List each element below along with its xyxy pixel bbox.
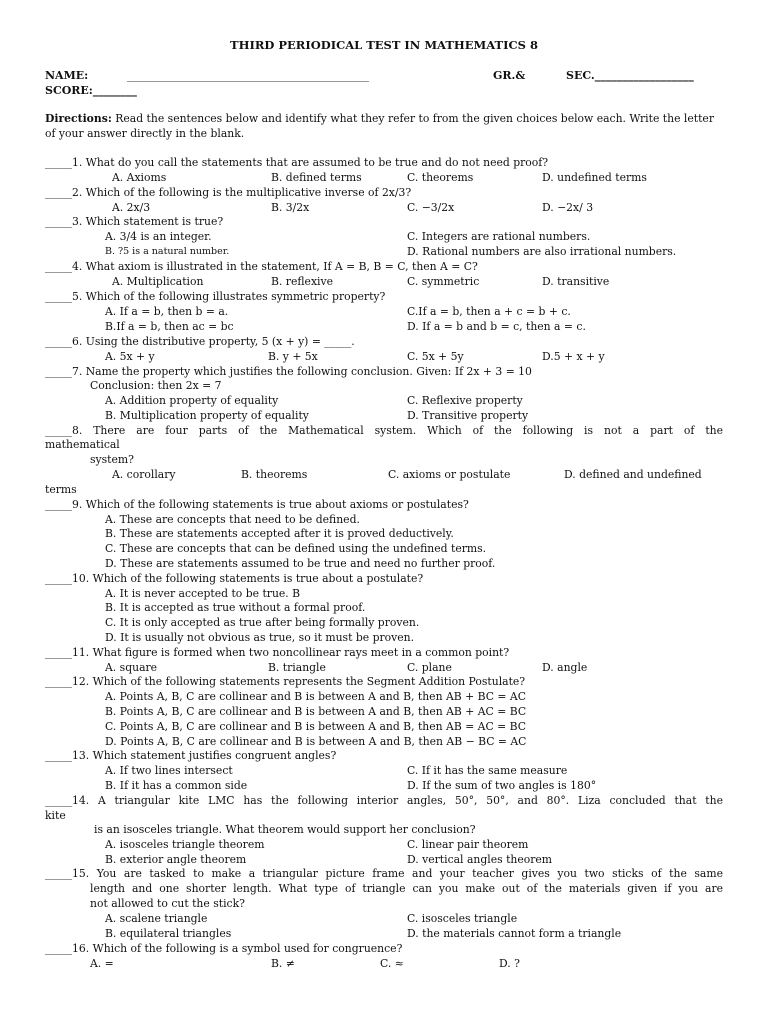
q9-option-a[interactable]: A. These are concepts that need to be defined. xyxy=(105,513,360,526)
section-field[interactable]: SEC.__________________ xyxy=(566,69,694,82)
question-8-cont-2: system? xyxy=(90,453,134,466)
q2-option-a[interactable]: A. 2x/3 xyxy=(112,201,151,214)
q3-option-d[interactable]: D. Rational numbers are also irrational numbers. xyxy=(407,245,677,258)
question-13[interactable]: _____13. Which statement justifies congruent angles? xyxy=(45,749,337,762)
question-10[interactable]: _____10. Which of the following statements is true about a postulate? xyxy=(45,572,424,585)
q1-option-d[interactable]: D. undefined terms xyxy=(542,171,647,184)
q13-option-b[interactable]: B. If it has a common side xyxy=(105,779,248,792)
q1-option-b[interactable]: B. defined terms xyxy=(271,171,362,184)
question-8[interactable]: _____8. There are four parts of the Mathematical system. Which of the following is not a part of the xyxy=(45,424,723,437)
q14-option-b[interactable]: B. exterior angle theorem xyxy=(105,853,247,866)
q13-option-d[interactable]: D. If the sum of two angles is 180° xyxy=(407,779,597,792)
q11-option-b[interactable]: B. triangle xyxy=(268,661,326,674)
q10-option-b[interactable]: B. It is accepted as true without a formal proof. xyxy=(105,601,366,614)
q1-option-a[interactable]: A. Axioms xyxy=(112,171,167,184)
question-6[interactable]: _____6. Using the distributive property, 5 (x + y) = _____. xyxy=(45,335,355,348)
q6-option-a[interactable]: A. 5x + y xyxy=(105,350,155,363)
q14-option-d[interactable]: D. vertical angles theorem xyxy=(407,853,553,866)
question-7-conclusion: Conclusion: then 2x = 7 xyxy=(90,379,222,392)
name-label: NAME: xyxy=(45,69,89,82)
q14-option-c[interactable]: C. linear pair theorem xyxy=(407,838,529,851)
q16-option-a[interactable]: A. = xyxy=(90,957,114,970)
q9-option-d[interactable]: D. These are statements assumed to be true and need no further proof. xyxy=(105,557,496,570)
question-15-cont-2: not allowed to cut the stick? xyxy=(90,897,245,910)
question-16[interactable]: _____16. Which of the following is a symbol used for congruence? xyxy=(45,942,403,955)
q8-option-b[interactable]: B. theorems xyxy=(241,468,308,481)
question-5[interactable]: _____5. Which of the following illustrates symmetric property? xyxy=(45,290,386,303)
question-12[interactable]: _____12. Which of the following statements represents the Segment Addition Postulate? xyxy=(45,675,526,688)
q11-option-c[interactable]: C. plane xyxy=(407,661,452,674)
q12-option-b[interactable]: B. Points A, B, C are collinear and B is between A and B, then AB + AC = BC xyxy=(105,705,527,718)
q2-option-b[interactable]: B. 3/2x xyxy=(271,201,310,214)
question-9[interactable]: _____9. Which of the following statements is true about axioms or postulates? xyxy=(45,498,469,511)
directions-text: Read the sentences below and identify what they refer to from the given choices below each. Write the letter of your answer directly in the blank. xyxy=(45,112,714,140)
q3-option-c[interactable]: C. Integers are rational numbers. xyxy=(407,230,591,243)
q3-option-a[interactable]: A. 3/4 is an integer. xyxy=(105,230,212,243)
grade-label: GR.& xyxy=(493,69,526,82)
q5-option-d[interactable]: D. If a = b and b = c, then a = c. xyxy=(407,320,586,333)
question-15-cont: length and one shorter length. What type of triangle can you make out of the materials given if you are xyxy=(90,882,723,895)
question-14-cont-2: is an isosceles triangle. What theorem would support her conclusion? xyxy=(94,823,476,836)
q11-option-d[interactable]: D. angle xyxy=(542,661,588,674)
score-field[interactable]: SCORE:________ xyxy=(45,84,137,97)
question-3[interactable]: _____3. Which statement is true? xyxy=(45,215,224,228)
question-2[interactable]: _____2. Which of the following is the multiplicative inverse of 2x/3? xyxy=(45,186,412,199)
directions-label: Directions: xyxy=(45,112,112,125)
question-14[interactable]: _____14. A triangular kite LMC has the following interior angles, 50°, 50°, and 80°. Liza concluded that the xyxy=(45,794,723,807)
q9-option-c[interactable]: C. These are concepts that can be defined using the undefined terms. xyxy=(105,542,487,555)
question-14-cont: kite xyxy=(45,809,66,822)
q16-option-d[interactable]: D. ? xyxy=(499,957,520,970)
question-4[interactable]: _____4. What axiom is illustrated in the statement, If A = B, B = C, then A = C? xyxy=(45,260,478,273)
q13-option-a[interactable]: A. If two lines intersect xyxy=(105,764,233,777)
q14-option-a[interactable]: A. isosceles triangle theorem xyxy=(105,838,265,851)
q10-option-c[interactable]: C. It is only accepted as true after being formally proven. xyxy=(105,616,420,629)
page-title: THIRD PERIODICAL TEST IN MATHEMATICS 8 xyxy=(230,38,538,52)
q7-option-c[interactable]: C. Reflexive property xyxy=(407,394,523,407)
q15-option-b[interactable]: B. equilateral triangles xyxy=(105,927,232,940)
q12-option-c[interactable]: C. Points A, B, C are collinear and B is between A and B, then AB = AC = BC xyxy=(105,720,527,733)
q5-option-c[interactable]: C.If a = b, then a + c = b + c. xyxy=(407,305,571,318)
q16-option-b[interactable]: B. ≠ xyxy=(271,957,295,970)
q2-option-d[interactable]: D. −2x/ 3 xyxy=(542,201,594,214)
q12-option-d[interactable]: D. Points A, B, C are collinear and B is between A and B, then AB − BC = AC xyxy=(105,735,527,748)
q7-option-b[interactable]: B. Multiplication property of equality xyxy=(105,409,309,422)
q4-option-b[interactable]: B. reflexive xyxy=(271,275,333,288)
q12-option-a[interactable]: A. Points A, B, C are collinear and B is between A and B, then AB + BC = AC xyxy=(105,690,526,703)
question-15[interactable]: _____15. You are tasked to make a triangular picture frame and your teacher gives you two sticks of the same xyxy=(45,867,723,880)
question-1[interactable]: _____1. What do you call the statements that are assumed to be true and do not need proof? xyxy=(45,156,549,169)
q6-option-d[interactable]: D.5 + x + y xyxy=(542,350,605,363)
q5-option-b[interactable]: B.If a = b, then ac = bc xyxy=(105,320,234,333)
q11-option-a[interactable]: A. square xyxy=(105,661,158,674)
q15-option-c[interactable]: C. isosceles triangle xyxy=(407,912,518,925)
q6-option-b[interactable]: B. y + 5x xyxy=(268,350,318,363)
q10-option-d[interactable]: D. It is usually not obvious as true, so it must be proven. xyxy=(105,631,415,644)
q1-option-c[interactable]: C. theorems xyxy=(407,171,474,184)
question-8-cont: mathematical xyxy=(45,438,120,451)
q13-option-c[interactable]: C. If it has the same measure xyxy=(407,764,568,777)
q4-option-c[interactable]: C. symmetric xyxy=(407,275,480,288)
q5-option-a[interactable]: A. If a = b, then b = a. xyxy=(105,305,229,318)
q6-option-c[interactable]: C. 5x + 5y xyxy=(407,350,464,363)
q9-option-b[interactable]: B. These are statements accepted after it is proved deductively. xyxy=(105,527,454,540)
q8-option-c[interactable]: C. axioms or postulate xyxy=(388,468,511,481)
q8-option-d-cont: terms xyxy=(45,483,77,496)
question-11[interactable]: _____11. What figure is formed when two noncollinear rays meet in a common point? xyxy=(45,646,510,659)
q4-option-a[interactable]: A. Multiplication xyxy=(112,275,204,288)
q16-option-c[interactable]: C. ≈ xyxy=(380,957,404,970)
name-field[interactable]: ____________________________________________ xyxy=(127,69,369,82)
q15-option-d[interactable]: D. the materials cannot form a triangle xyxy=(407,927,622,940)
directions xyxy=(45,111,725,141)
q7-option-d[interactable]: D. Transitive property xyxy=(407,409,529,422)
q4-option-d[interactable]: D. transitive xyxy=(542,275,610,288)
q7-option-a[interactable]: A. Addition property of equality xyxy=(105,394,279,407)
q15-option-a[interactable]: A. scalene triangle xyxy=(105,912,208,925)
q2-option-c[interactable]: C. −3/2x xyxy=(407,201,455,214)
q10-option-a[interactable]: A. It is never accepted to be true. B xyxy=(105,587,301,600)
q8-option-d[interactable]: D. defined and undefined xyxy=(564,468,702,481)
question-7[interactable]: _____7. Name the property which justifies the following conclusion. Given: If 2x + 3 = 10 xyxy=(45,365,532,378)
q8-option-a[interactable]: A. corollary xyxy=(112,468,176,481)
q3-option-b[interactable]: B. ?5 is a natural number. xyxy=(105,246,230,257)
